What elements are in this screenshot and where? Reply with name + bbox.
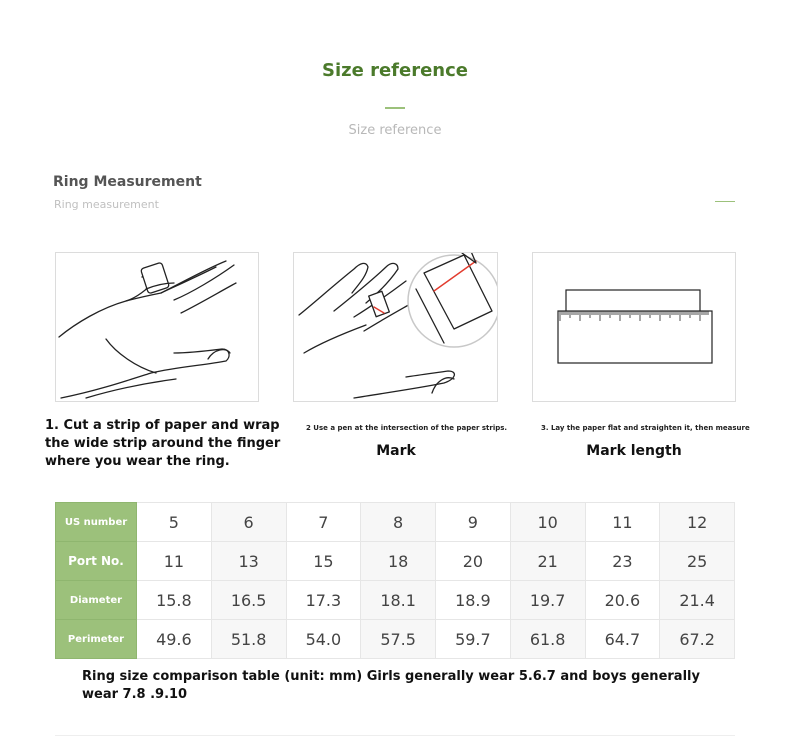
table-cell: 21.4: [660, 581, 735, 620]
step-2-panel: [293, 252, 498, 402]
step-3-panel: [532, 252, 736, 402]
table-cell: 61.8: [510, 620, 585, 659]
step-3-caption: 3. Lay the paper flat and straighten it, then measure: [541, 424, 750, 432]
step-2-label: Mark: [376, 443, 416, 459]
table-cell: 15: [286, 542, 361, 581]
table-cell: 23: [585, 542, 660, 581]
table-cell: 25: [660, 542, 735, 581]
table-cell: 15.8: [137, 581, 212, 620]
row-header-port-no: Port No.: [56, 542, 137, 581]
ruler-illustration: [533, 253, 735, 401]
table-cell: 18.9: [436, 581, 511, 620]
table-cell: 54.0: [286, 620, 361, 659]
table-cell: 20: [436, 542, 511, 581]
page-subtitle: Size reference: [348, 123, 442, 138]
section-divider: [715, 201, 735, 202]
table-cell: 19.7: [510, 581, 585, 620]
table-cell: 10: [510, 503, 585, 542]
ring-size-table: [55, 502, 735, 659]
table-cell: 67.2: [660, 620, 735, 659]
table-cell: 16.5: [211, 581, 286, 620]
table-cell: 8: [361, 503, 436, 542]
table-row: [56, 620, 735, 659]
table-cell: 11: [137, 542, 212, 581]
table-cell: 6: [211, 503, 286, 542]
table-row: [56, 542, 735, 581]
section-subtitle: Ring measurement: [54, 198, 159, 211]
table-cell: 17.3: [286, 581, 361, 620]
table-cell: 9: [436, 503, 511, 542]
step-1-panel: [55, 252, 259, 402]
table-cell: 64.7: [585, 620, 660, 659]
section-title: Ring Measurement: [53, 174, 202, 190]
step-3-label: Mark length: [586, 443, 682, 459]
table-row: [56, 503, 735, 542]
table-cell: 20.6: [585, 581, 660, 620]
table-cell: 51.8: [211, 620, 286, 659]
table-row: [56, 581, 735, 620]
table-cell: 18: [361, 542, 436, 581]
table-cell: 7: [286, 503, 361, 542]
table-cell: 13: [211, 542, 286, 581]
table-cell: 12: [660, 503, 735, 542]
row-header-us-number: US number: [56, 503, 137, 542]
table-cell: 59.7: [436, 620, 511, 659]
table-cell: 49.6: [137, 620, 212, 659]
size-footnote: Ring size comparison table (unit: mm) Girls generally wear 5.6.7 and boys generally wear 7.8 .9.10: [82, 669, 700, 702]
step-2-caption: 2 Use a pen at the intersection of the paper strips.: [306, 424, 508, 432]
bottom-divider: [55, 735, 735, 736]
row-header-perimeter: Perimeter: [56, 620, 137, 659]
step-1-caption: 1. Cut a strip of paper and wrap the wide strip around the finger where you wear the ring.: [45, 418, 281, 469]
row-header-diameter: Diameter: [56, 581, 137, 620]
title-divider: [385, 107, 405, 109]
table-cell: 11: [585, 503, 660, 542]
hand-wrap-illustration: [56, 253, 258, 401]
page-title: Size reference: [322, 60, 468, 81]
table-cell: 21: [510, 542, 585, 581]
table-cell: 18.1: [361, 581, 436, 620]
table-cell: 57.5: [361, 620, 436, 659]
hand-mark-illustration: [294, 253, 497, 401]
table-cell: 5: [137, 503, 212, 542]
